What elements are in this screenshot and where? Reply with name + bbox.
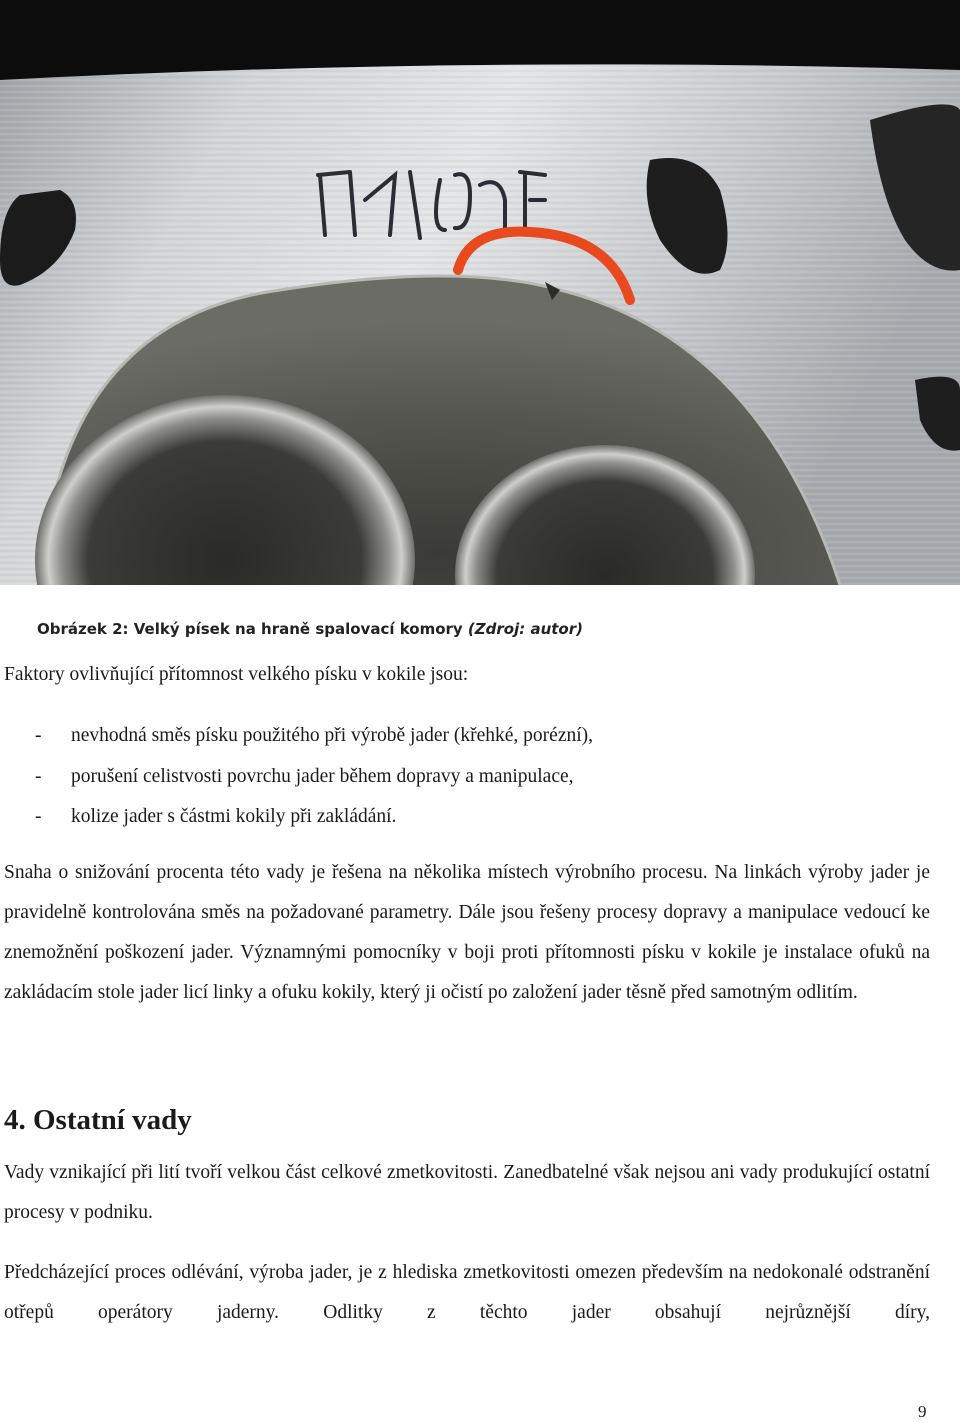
page-number: 9: [918, 1402, 927, 1421]
list-item: [35, 757, 593, 798]
list-dash: -: [35, 806, 42, 827]
list-item-text: kolize jader s částmi kokily při zakládání.: [71, 806, 397, 827]
paragraph-sand-prevention: Snaha o snižování procenta této vady je řešena na několika místech výrobního procesu. Na linkách výroby jader je pravidelně kontrolována směs na požadované parametry. Dále jsou řešeny procesy dopravy a manipulace vedoucí ke znemožnění poškození jader. Významnými pomocníky v boji proti přítomnosti písku v kokile je instalace ofuků na zakládacím stole jader licí linky a ofuku kokily, který ji očistí po založení jader těsně před samotným odlitím.: [4, 862, 930, 1003]
factor-list: [35, 716, 593, 838]
paragraph-casting-defects: Vady vznikající při lití tvoří velkou část celkové zmetkovitosti. Zanedbatelné však nejsou ani vady produkující ostatní procesy v podniku.: [4, 1162, 930, 1223]
figure-caption: [37, 620, 583, 638]
list-item: [35, 797, 593, 838]
list-item-text: nevhodná směs písku použitého při výrobě jader (křehké, porézní),: [71, 725, 594, 746]
caption-source: (Zdroj: autor): [467, 620, 583, 638]
cylinder-head-photo: [0, 0, 960, 585]
section-heading: 4. Ostatní vady: [4, 1104, 192, 1136]
caption-label: Obrázek 2: Velký písek na hraně spalovací komory: [37, 620, 468, 638]
intro-text: Faktory ovlivňující přítomnost velkého písku v kokile jsou:: [4, 664, 469, 685]
list-dash: -: [35, 725, 42, 746]
list-dash: -: [35, 765, 42, 787]
list-item: [35, 716, 593, 757]
paragraph-core-production: Předcházející proces odlévání, výroba jader, je z hlediska zmetkovitosti omezen především na nedokonalé odstranění otřepů operátory jaderny. Odlitky z těchto jader obsahují nejrůznější díry,: [4, 1262, 930, 1323]
list-item-text: porušení celistvosti povrchu jader během dopravy a manipulace,: [71, 765, 574, 787]
